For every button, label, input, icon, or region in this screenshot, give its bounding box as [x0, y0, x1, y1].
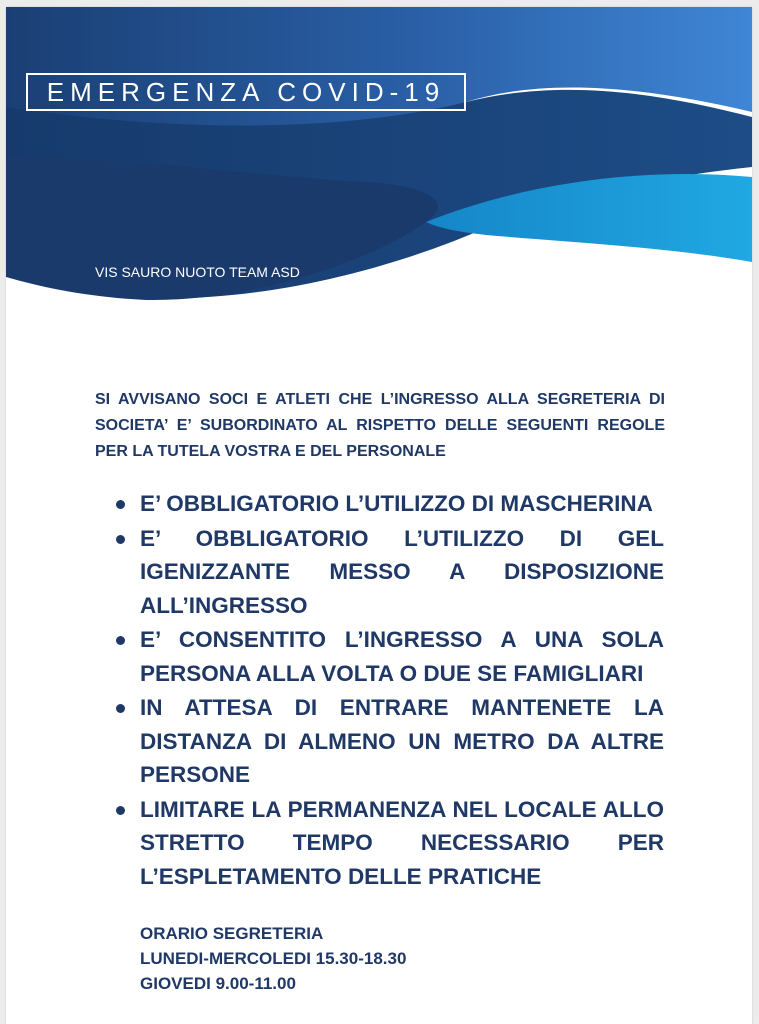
- list-item: [116, 487, 664, 521]
- bullet-icon: [116, 704, 125, 713]
- rule-text: E’ OBBLIGATORIO L’UTILIZZO DI MASCHERINA: [140, 491, 653, 516]
- rule-text: IN ATTESA DI ENTRARE MANTENETE LA DISTANZA DI ALMENO UN METRO DA ALTRE PERSONE: [140, 695, 664, 787]
- bullet-icon: [116, 636, 125, 645]
- office-hours: [140, 921, 406, 996]
- title-frame: [26, 73, 466, 111]
- bullet-icon: [116, 535, 125, 544]
- rule-text: E’ CONSENTITO L’INGRESSO A UNA SOLA PERSONA ALLA VOLTA O DUE SE FAMIGLIARI: [140, 627, 664, 686]
- notice-page: [6, 7, 752, 1024]
- rule-text: LIMITARE LA PERMANENZA NEL LOCALE ALLO STRETTO TEMPO NECESSARIO PER L’ESPLETAMENTO DELLE PRATICHE: [140, 796, 664, 889]
- page-title: EMERGENZA COVID-19: [46, 76, 446, 107]
- list-item: [116, 623, 664, 690]
- list-item: [116, 522, 664, 623]
- rule-text: E’ OBBLIGATORIO L’UTILIZZO DI GEL IGENIZZANTE MESSO A DISPOSIZIONE ALL’INGRESSO: [140, 525, 664, 618]
- organization-name: VIS SAURO NUOTO TEAM ASD: [95, 264, 300, 280]
- list-item: [116, 793, 664, 894]
- intro-paragraph: SI AVVISANO SOCI E ATLETI CHE L’INGRESSO ALLA SEGRETERIA DI SOCIETA’ E’ SUBORDINATO AL RISPETTO DELLE SEGUENTI REGOLE PER LA TUTELA VOSTRA E DEL PERSONALE: [95, 391, 665, 460]
- office-hours-line: GIOVEDI 9.00-11.00: [140, 974, 296, 993]
- office-hours-heading: ORARIO SEGRETERIA: [140, 924, 324, 943]
- bullet-icon: [116, 500, 125, 509]
- list-item: [116, 691, 664, 792]
- bullet-icon: [116, 806, 125, 815]
- office-hours-line: LUNEDI-MERCOLEDI 15.30-18.30: [140, 949, 407, 968]
- rules-list: [116, 487, 664, 894]
